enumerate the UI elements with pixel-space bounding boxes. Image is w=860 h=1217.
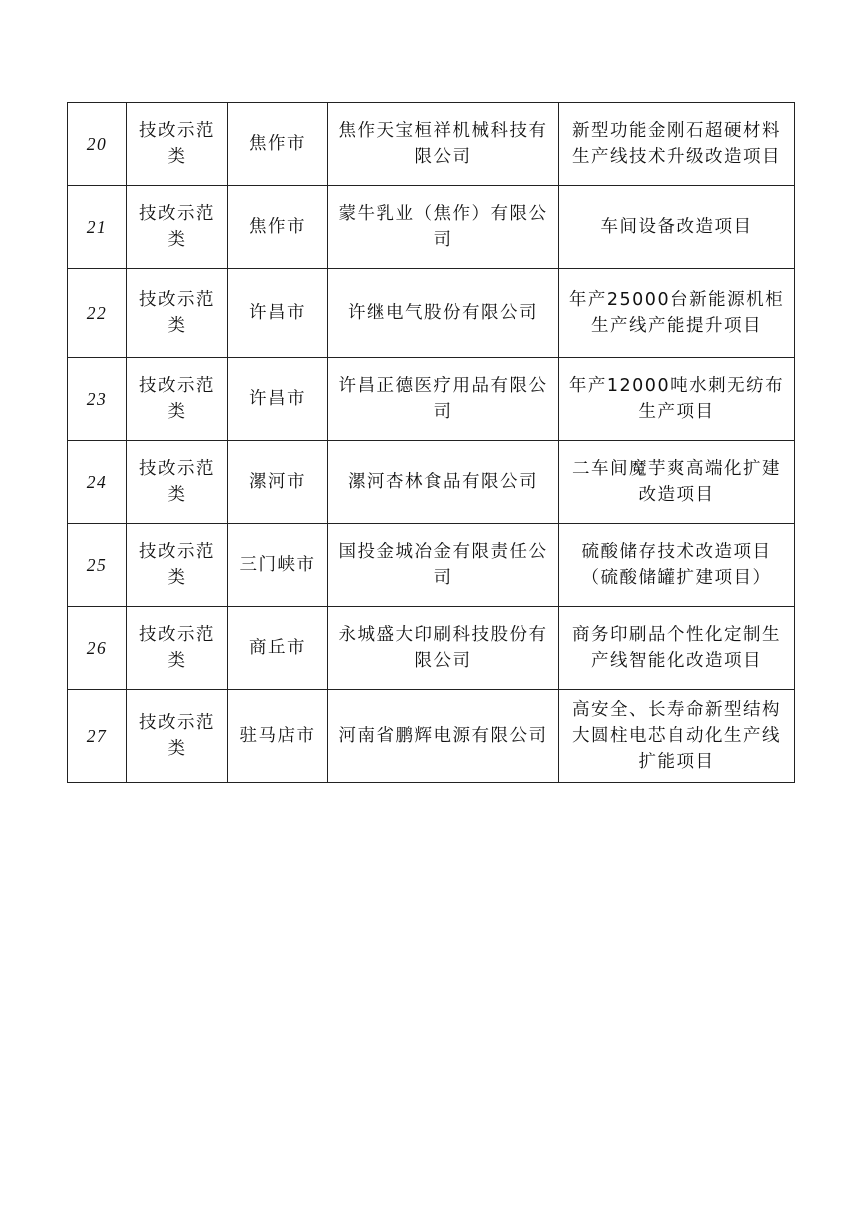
- city-cell: 焦作市: [228, 186, 328, 269]
- category-cell: 技改示范类: [127, 441, 228, 524]
- category-cell: 技改示范类: [127, 524, 228, 607]
- company-cell: 国投金城冶金有限责任公司: [328, 524, 559, 607]
- project-cell: 商务印刷品个性化定制生产线智能化改造项目: [559, 607, 795, 690]
- category-cell: 技改示范类: [127, 103, 228, 186]
- row-number: 26: [68, 607, 127, 690]
- category-cell: 技改示范类: [127, 607, 228, 690]
- company-cell: 河南省鹏辉电源有限公司: [328, 690, 559, 783]
- table-row: [68, 607, 795, 690]
- city-cell: 许昌市: [228, 269, 328, 358]
- project-cell: 年产12000吨水刺无纺布生产项目: [559, 358, 795, 441]
- category-cell: 技改示范类: [127, 690, 228, 783]
- row-number: 24: [68, 441, 127, 524]
- category-cell: 技改示范类: [127, 186, 228, 269]
- table-row: [68, 186, 795, 269]
- category-cell: 技改示范类: [127, 358, 228, 441]
- city-cell: 驻马店市: [228, 690, 328, 783]
- row-number: 22: [68, 269, 127, 358]
- city-cell: 三门峡市: [228, 524, 328, 607]
- company-cell: 蒙牛乳业（焦作）有限公司: [328, 186, 559, 269]
- table-row: [68, 358, 795, 441]
- project-cell: 二车间魔芋爽高端化扩建改造项目: [559, 441, 795, 524]
- company-cell: 焦作天宝桓祥机械科技有限公司: [328, 103, 559, 186]
- company-cell: 许继电气股份有限公司: [328, 269, 559, 358]
- company-cell: 许昌正德医疗用品有限公司: [328, 358, 559, 441]
- city-cell: 许昌市: [228, 358, 328, 441]
- table-row: [68, 690, 795, 783]
- table-row: [68, 103, 795, 186]
- project-list-table: [67, 102, 795, 783]
- table-row: [68, 524, 795, 607]
- project-cell: 年产25000台新能源机柜生产线产能提升项目: [559, 269, 795, 358]
- table-row: [68, 269, 795, 358]
- project-cell: 高安全、长寿命新型结构大圆柱电芯自动化生产线扩能项目: [559, 690, 795, 783]
- company-cell: 漯河杏林食品有限公司: [328, 441, 559, 524]
- city-cell: 焦作市: [228, 103, 328, 186]
- city-cell: 漯河市: [228, 441, 328, 524]
- row-number: 20: [68, 103, 127, 186]
- project-cell: 硫酸储存技术改造项目（硫酸储罐扩建项目）: [559, 524, 795, 607]
- row-number: 25: [68, 524, 127, 607]
- row-number: 23: [68, 358, 127, 441]
- table-row: [68, 441, 795, 524]
- project-cell: 新型功能金刚石超硬材料生产线技术升级改造项目: [559, 103, 795, 186]
- row-number: 27: [68, 690, 127, 783]
- city-cell: 商丘市: [228, 607, 328, 690]
- project-cell: 车间设备改造项目: [559, 186, 795, 269]
- company-cell: 永城盛大印刷科技股份有限公司: [328, 607, 559, 690]
- category-cell: 技改示范类: [127, 269, 228, 358]
- row-number: 21: [68, 186, 127, 269]
